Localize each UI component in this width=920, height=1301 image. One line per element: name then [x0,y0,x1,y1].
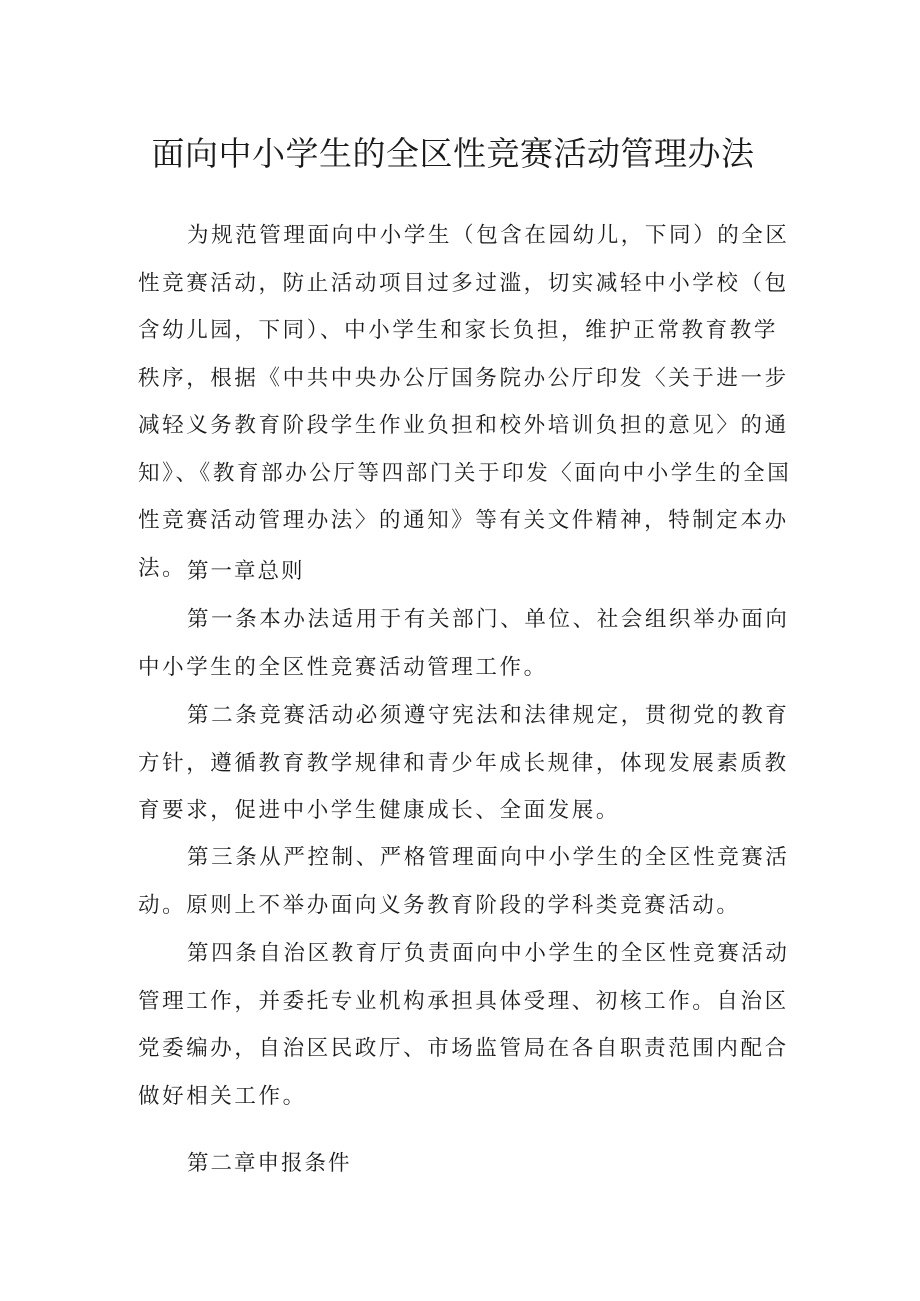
document-title: 面向中小学生的全区性竞赛活动管理办法 [151,134,755,173]
chapter-2-heading: 第二章申报条件 [187,1151,352,1176]
article-2-paragraph: 第二条竞赛活动必须遵守宪法和法律规定，贯彻党的教育方针，遵循教育教学规律和青少年成长规律，体现发展素质教育要求，促进中小学生健康成长、全面发展。 [138,703,790,823]
intro-paragraph: 为规范管理面向中小学生（包含在园幼儿，下同）的全区性竞赛活动，防止活动项目过多过滥，切实减轻中小学校（包含幼儿园，下同）、中小学生和家长负担，维护正常教育教学秩序，根据《中共中央办公厅国务院办公厅印发〈关于进一步减轻义务教育阶段学生作业负担和校外培训负担的意见〉的通知》、《教育部办公厅等四部门关于印发〈面向中小学生的全国性竞赛活动管理办法〉的通知》等有关文件精神，特制定本办法。 [138,223,792,581]
chapter-1-heading: 第一章总则 [187,559,305,584]
article-4-paragraph: 第四条自治区教育厅负责面向中小学生的全区性竞赛活动管理工作，并委托专业机构承担具体受理、初核工作。自治区党委编办，自治区民政厅、市场监管局在各自职责范围内配合做好相关工作。 [138,941,790,1109]
article-3-paragraph: 第三条从严控制、严格管理面向中小学生的全区性竞赛活动。原则上不举办面向义务教育阶段的学科类竞赛活动。 [138,845,790,918]
article-1-paragraph: 第一条本办法适用于有关部门、单位、社会组织举办面向中小学生的全区性竞赛活动管理工作。 [138,607,790,680]
